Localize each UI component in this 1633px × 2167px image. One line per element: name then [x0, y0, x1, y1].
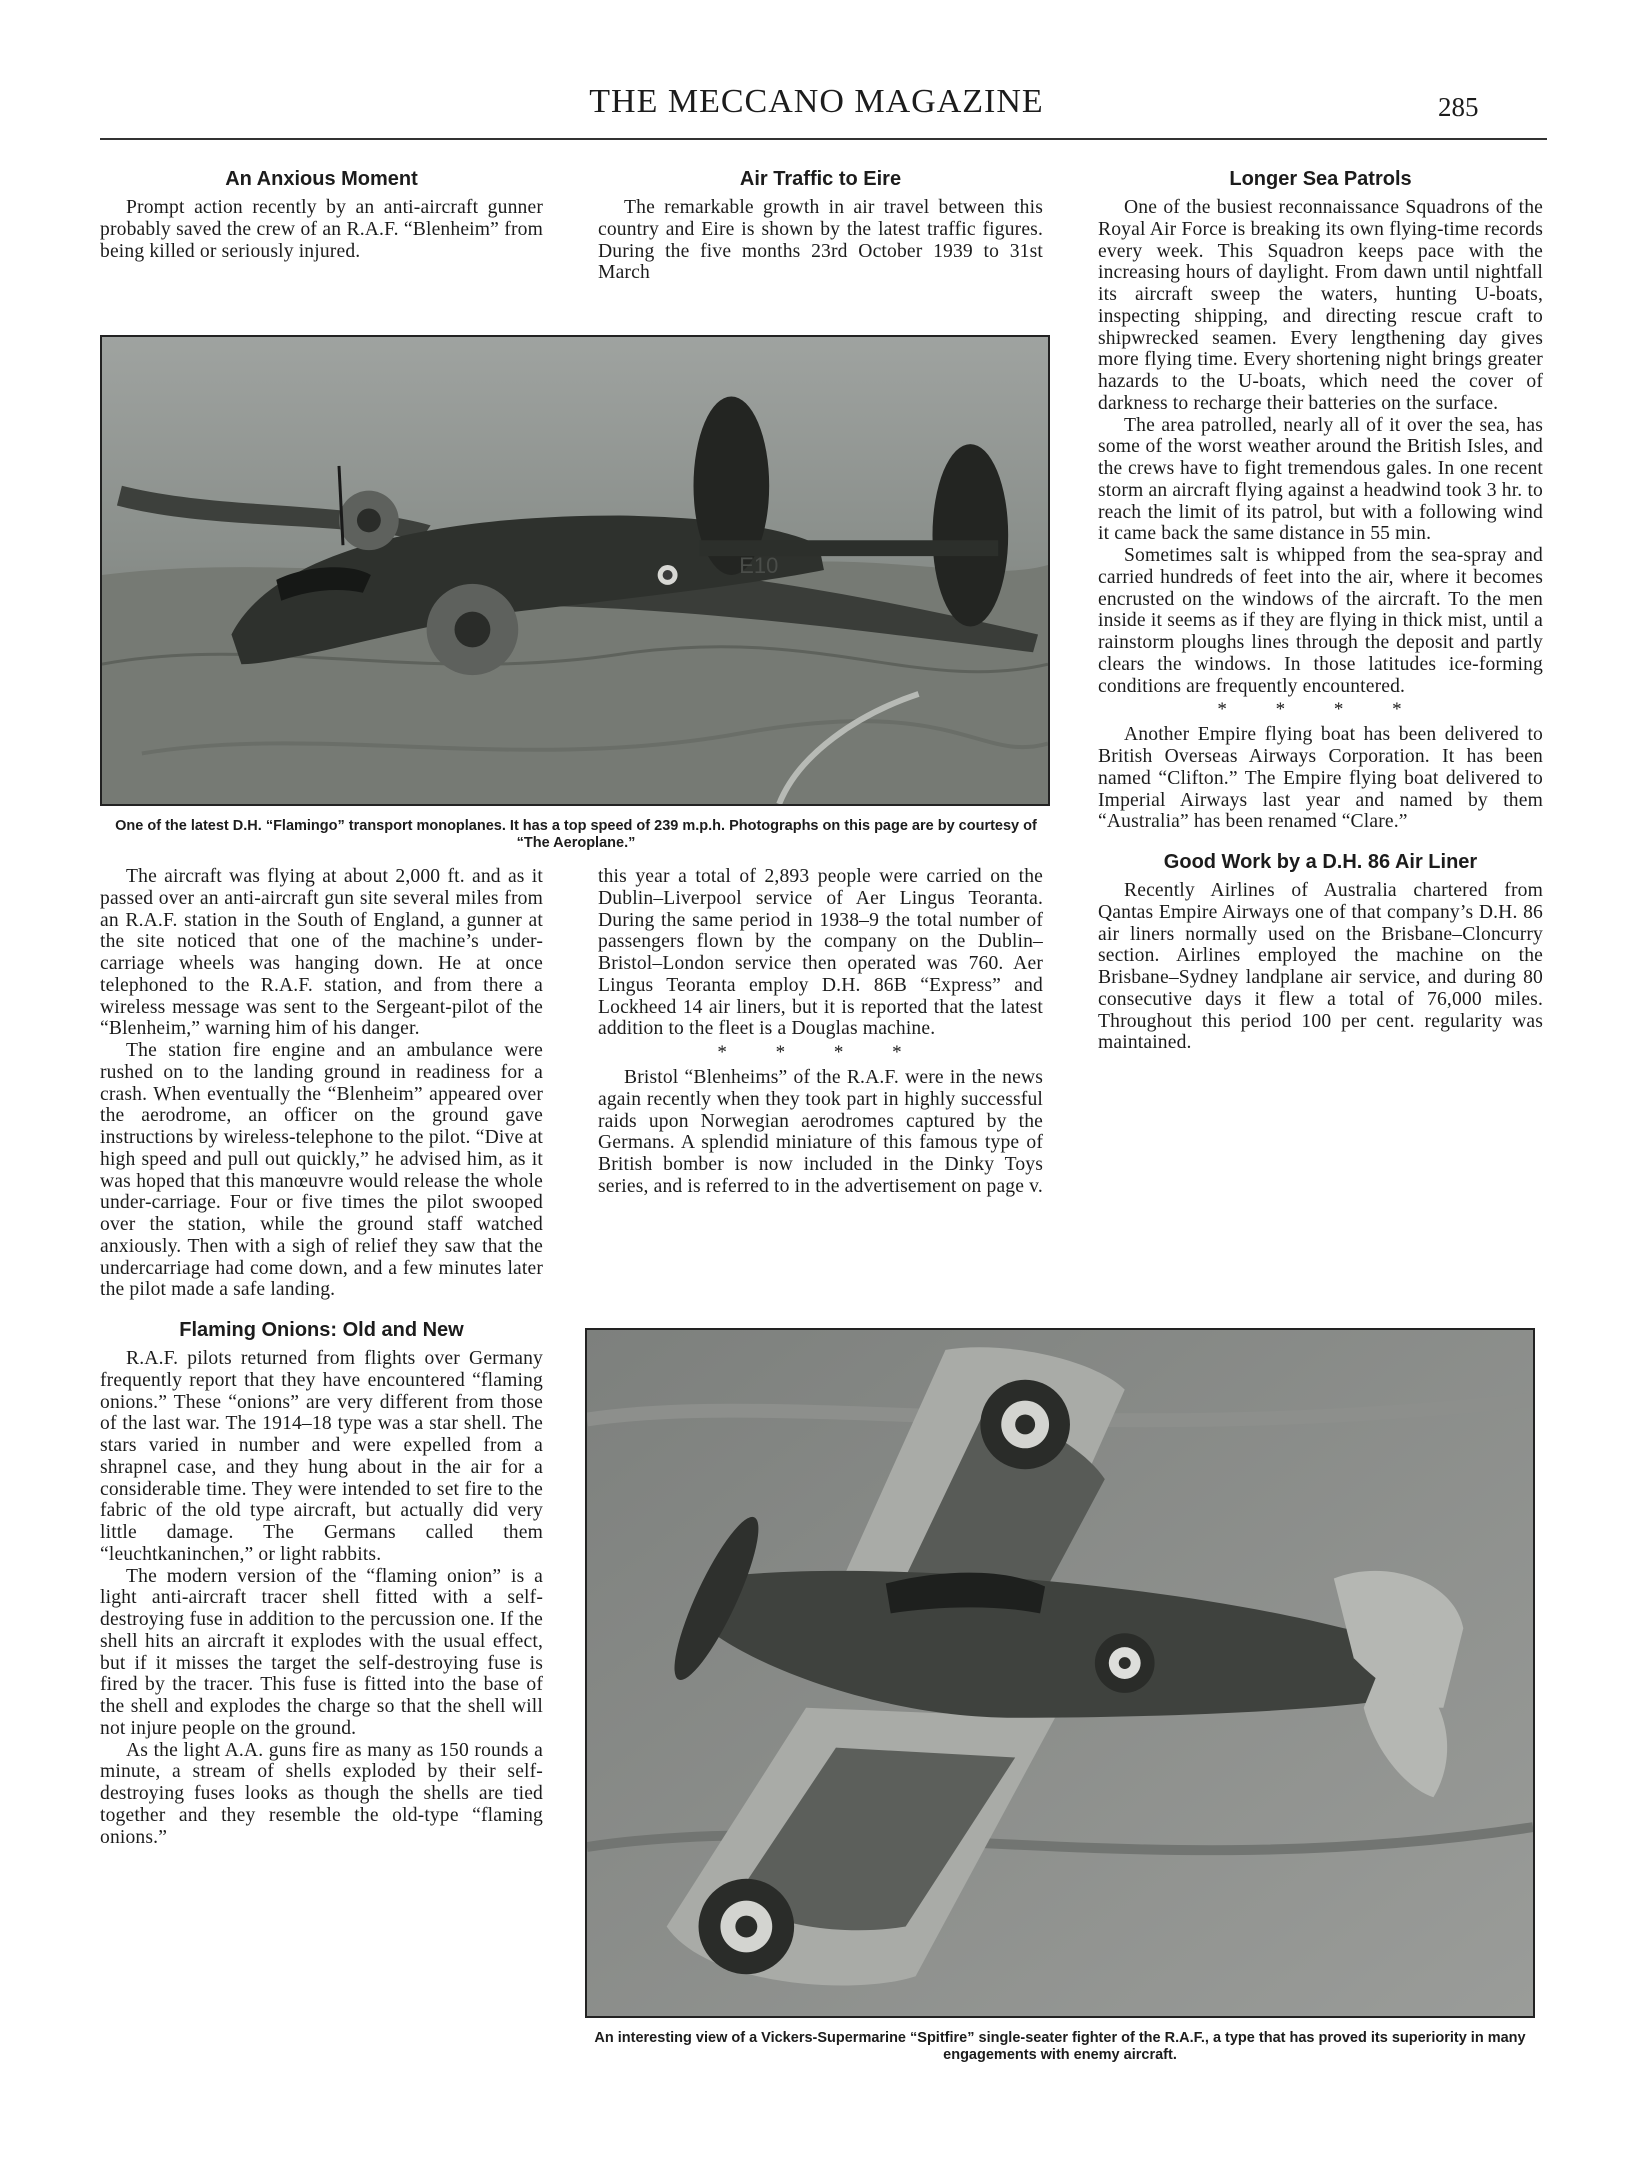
anxious-intro: Prompt action recently by an anti-aircraft gunner probably saved the crew of an R.A.F. “Blenheim” from being killed or seriously injured.	[100, 197, 543, 262]
spitfire-caption: An interesting view of a Vickers-Supermarine “Spitfire” single-seater fighter of the R.A.F., a type that has proved its superiority in many engagements with enemy aircraft.	[594, 2030, 1526, 2063]
flamingo-photo	[100, 335, 1050, 806]
patrols-paragraph: Sometimes salt is whipped from the sea-spray and carried hundreds of feet into the air, where it becomes encrusted on the windows of the aircraft. To the men inside it seems as if they are flying in thick mist, until a rainstorm ploughs lines through the deposit and partly clears the windows. In those latitudes ice-forming conditions are frequently encountered.	[1098, 545, 1543, 697]
magazine-title: THE MECCANO MAGAZINE	[589, 83, 1044, 120]
heading-anxious-moment: An Anxious Moment	[225, 168, 418, 190]
eire-continuation: this year a total of 2,893 people were carried on the Dublin–Liverpool service of Aer Lingus Teoranta. During the same period in 1938–9 the total number of passengers flown by the company on the Dublin–Bristol–London service then operated was 760. Aer Lingus Teoranta employ D.H. 86B “Express” and Lockheed 14 air liners, but it is reported that the latest addition to the fleet is a Douglas machine.	[598, 866, 1043, 1040]
article-anxious-moment	[100, 166, 543, 262]
aircraft-marking: E10	[739, 553, 779, 578]
heading-longer-sea-patrols: Longer Sea Patrols	[1229, 168, 1412, 190]
article-anxious-moment-continued	[100, 866, 543, 1848]
heading-air-traffic-eire: Air Traffic to Eire	[739, 168, 902, 190]
heading-dh86: Good Work by a D.H. 86 Air Liner	[1163, 851, 1478, 873]
article-air-traffic-eire	[598, 166, 1043, 284]
flamingo-caption: One of the latest D.H. “Flamingo” transport monoplanes. It has a top speed of 239 m.p.h. Photographs on this page are by courtesy of “The Aeroplane.”	[115, 818, 1037, 851]
anxious-paragraph: The station fire engine and an ambulance were rushed on to the landing ground in readiness for a crash. When eventually the “Blenheim” appeared over the aerodrome, an officer on the ground gave instructions by wireless-telephone to the pilot. “Dive at high speed and pull out quickly,” he advised him, as it was hoped that this manœuvre would release the whole under-carriage. Four or five times the pilot swooped over the station, while the ground staff watched anxiously. Then with a sigh of relief they saw that the undercarriage had come down, and a few minutes later the pilot made a safe landing.	[100, 1040, 543, 1301]
heading-flaming-onions: Flaming Onions: Old and New	[179, 1319, 464, 1341]
flamingo-aircraft-image	[102, 337, 1048, 804]
section-separator: * * * *	[1217, 699, 1424, 721]
anxious-paragraph: The aircraft was flying at about 2,000 ft. and as it passed over an anti-aircraft gun site several miles from an R.A.F. station in the South of England, a gunner at the site noticed that one of the machine’s under-carriage wheels was hanging down. He at once telephoned to the R.A.F. station, and from there a wireless message was sent to the Sergeant-pilot of the “Blenheim,” warning him of his danger.	[100, 866, 543, 1040]
onions-paragraph: R.A.F. pilots returned from flights over Germany frequently report that they have encountered “flaming onions.” These “onions” are very different from those of the last war. The 1914–18 type was a star shell. The stars varied in number and were expelled from a shrapnel case, and they hung about in the air for a considerable time. They were intended to set fire to the fabric of the old type aircraft, but actually did very little damage. The Germans called them “leuchtkaninchen,” or light rabbits.	[100, 1348, 543, 1565]
eire-intro: The remarkable growth in air travel between this country and Eire is shown by the latest traffic figures. During the five months 23rd October 1939 to 31st March	[598, 197, 1043, 284]
spitfire-aircraft-image	[587, 1330, 1533, 2016]
onions-paragraph: As the light A.A. guns fire as many as 150 rounds a minute, a stream of shells exploded by their self-destroying fuses looks as though the shells are tied together and they resemble the old-type “flaming onions.”	[100, 1739, 543, 1848]
spitfire-photo	[585, 1328, 1535, 2018]
blenheims-paragraph: Bristol “Blenheims” of the R.A.F. were in the news again recently when they took part in highly successful raids upon Norwegian aerodromes captured by the Germans. A splendid miniature of this famous type of British bomber is now included in the Dinky Toys series, and is referred to in the advertisement on page v.	[598, 1067, 1043, 1197]
empire-flying-boat-paragraph: Another Empire flying boat has been delivered to British Overseas Airways Corporation. It has been named “Clifton.” The Empire flying boat delivered to Imperial Airways last year and named by them “Australia” has been renamed “Clare.”	[1098, 724, 1543, 833]
patrols-paragraph: One of the busiest reconnaissance Squadrons of the Royal Air Force is breaking its own flying-time records every week. This Squadron keeps pace with the increasing hours of daylight. From dawn until nightfall its aircraft sweep the waters, hunting U-boats, inspecting shipping, and directing rescue craft to shipwrecked seamen. Every lengthening day gives more flying time. Every shortening night brings greater hazards to the U-boats, which need the cover of darkness to recharge their batteries on the surface.	[1098, 197, 1543, 414]
article-air-traffic-eire-continued	[598, 866, 1043, 1198]
dh86-paragraph: Recently Airlines of Australia chartered from Qantas Empire Airways one of that company’s D.H. 86 air liners normally used on the Brisbane–Cloncurry section. Airlines employed the machine on the Brisbane–Sydney landplane air service, and during 80 consecutive days it flew a total of 76,000 miles. Throughout this period 100 per cent. regularity was maintained.	[1098, 880, 1543, 1054]
patrols-paragraph: The area patrolled, nearly all of it over the sea, has some of the worst weather around the British Isles, and the crews have to fight tremendous gales. In one recent storm an aircraft flying against a headwind took 3 hr. to reach the limit of its patrol, but with a following wind it came back the same distance in 55 min.	[1098, 414, 1543, 545]
header-rule	[100, 138, 1547, 140]
article-longer-sea-patrols	[1098, 166, 1543, 1054]
section-separator: * * * *	[717, 1042, 924, 1063]
onions-paragraph: The modern version of the “flaming onion” is a light anti-aircraft tracer shell fitted with a self-destroying fuse in addition to the percussion one. If the shell hits an aircraft it explodes with the usual effect, but if it misses the target the self-destroying fuse is fired by the tracer. This fuse is fitted into the base of the shell and explodes the charge so that the shell will not injure people on the ground.	[100, 1565, 543, 1739]
page-number: 285	[1438, 92, 1479, 122]
